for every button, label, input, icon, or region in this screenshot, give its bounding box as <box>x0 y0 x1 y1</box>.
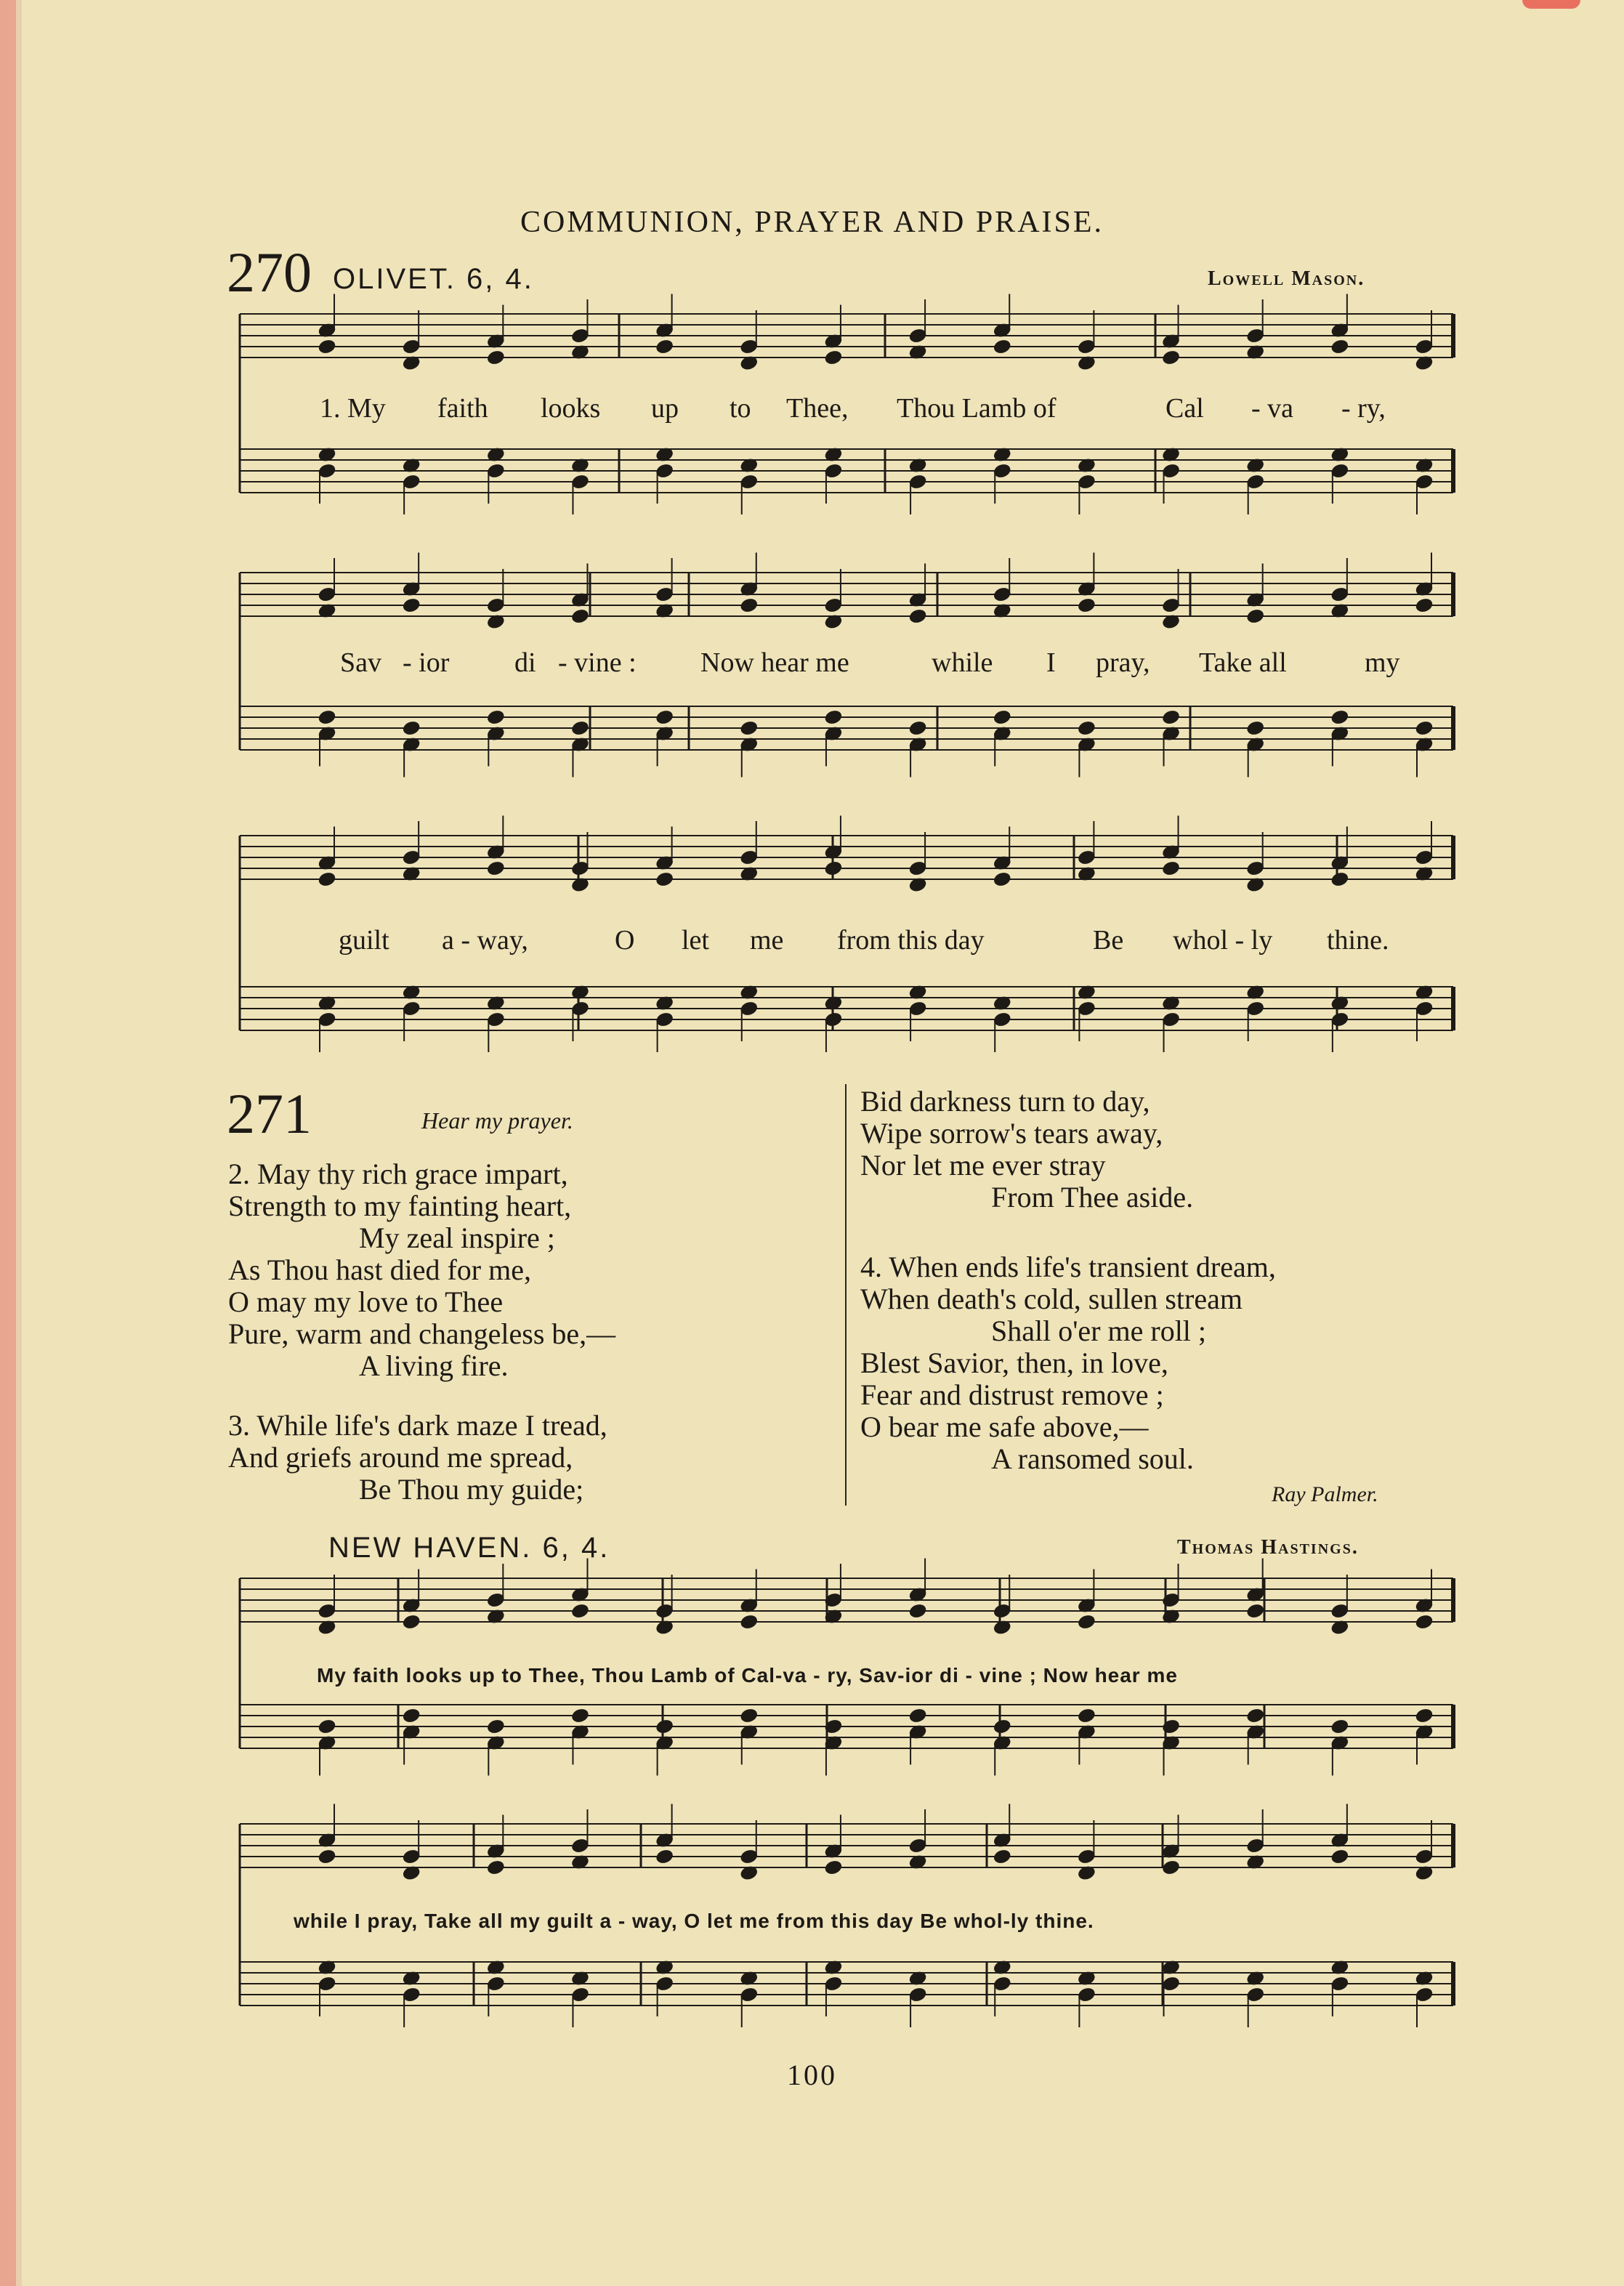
syllable: - ior <box>403 647 450 678</box>
syllable: thine. <box>1327 925 1389 956</box>
verse-line: 4. When ends life's transient dream, <box>860 1251 1276 1283</box>
verse-line: Wipe sorrow's tears away, <box>860 1117 1163 1150</box>
verse-line: Blest Savior, then, in love, <box>860 1346 1168 1379</box>
verse-line: When death's cold, sullen stream <box>860 1283 1243 1315</box>
hymn-number-270: 270 <box>227 241 312 304</box>
verse-line: And griefs around me spread, <box>228 1441 573 1474</box>
syllable: looks <box>541 393 601 424</box>
syllable: Be <box>1093 925 1124 956</box>
bass-note-head <box>1161 709 1180 726</box>
syllable: let <box>682 925 709 956</box>
syllable: from this day <box>837 925 985 956</box>
bass-note-head <box>1246 1708 1265 1724</box>
treble-note-head <box>486 860 505 877</box>
syllable: my <box>1365 647 1400 678</box>
verse-line: Shall o'er me roll ; <box>991 1314 1207 1347</box>
bass-note-head <box>570 1708 589 1724</box>
lyrics-new-haven-line-2: while I pray, Take all my guilt a - way, O let me from this day Be whol-ly thine. <box>294 1910 1094 1932</box>
bass-note-head <box>908 1708 927 1724</box>
treble-note-head <box>1415 1614 1434 1631</box>
verse-line: Nor let me ever stray <box>860 1149 1106 1182</box>
author-ray-palmer: Ray Palmer. <box>1272 1482 1378 1506</box>
treble-note-head <box>486 1859 505 1876</box>
bass-note-head <box>1330 709 1349 726</box>
treble-note-head <box>1077 597 1096 614</box>
treble-note-head <box>1246 1603 1265 1620</box>
treble-note-head <box>1161 860 1180 877</box>
treble-note-head <box>740 1614 759 1631</box>
treble-note-head <box>908 608 927 625</box>
bass-note-head <box>1415 720 1434 737</box>
treble-note-head <box>1415 597 1434 614</box>
hymn-271-subtitle: Hear my prayer. <box>421 1107 573 1134</box>
syllable: I <box>1046 647 1056 678</box>
tune-name-new-haven: NEW HAVEN. 6, 4. <box>328 1532 610 1564</box>
syllable: 1. My <box>320 393 386 424</box>
hymn-number-271: 271 <box>227 1082 312 1145</box>
syllable: - va <box>1251 393 1294 424</box>
verse-line: A living fire. <box>359 1349 509 1382</box>
verse-line: 2. May thy rich grace impart, <box>228 1158 568 1190</box>
verse-3 <box>228 1410 607 1506</box>
verse-line: Fear and distrust remove ; <box>860 1378 1164 1411</box>
bass-note-head <box>655 1718 674 1735</box>
treble-note-head <box>824 860 843 877</box>
verse-line: 3. While life's dark maze I tread, <box>228 1409 607 1442</box>
bass-note-head <box>1415 1708 1434 1724</box>
verse-4 <box>860 1251 1276 1475</box>
bass-note-head <box>318 1718 336 1735</box>
treble-note-head <box>1330 871 1349 888</box>
bass-note-head <box>993 1718 1011 1735</box>
syllable: di <box>514 647 536 678</box>
treble-note-head <box>655 871 674 888</box>
verse-3-continued <box>860 1086 1193 1213</box>
verse-2 <box>228 1158 615 1382</box>
bass-note-head <box>402 1708 421 1724</box>
bass-note-head <box>1077 1708 1096 1724</box>
syllable: while <box>932 647 993 678</box>
treble-note-head <box>824 1859 843 1876</box>
bass-note-head <box>1330 1718 1349 1735</box>
bass-note-head <box>486 709 505 726</box>
bass-note-head <box>824 709 843 726</box>
verse-line: O bear me safe above,— <box>860 1410 1149 1443</box>
composer-lowell-mason: Lowell Mason. <box>1208 267 1365 290</box>
treble-note-head <box>908 1603 927 1620</box>
syllable: to <box>730 393 751 424</box>
syllable: Thee, <box>786 393 849 424</box>
syllable: faith <box>437 393 488 424</box>
syllable: Cal <box>1166 393 1204 424</box>
treble-note-head <box>570 1603 589 1620</box>
bass-note-head <box>318 709 336 726</box>
bass-note-head <box>1161 1718 1180 1735</box>
treble-note-head <box>486 350 505 366</box>
bass-note-head <box>655 709 674 726</box>
verse-line: My zeal inspire ; <box>359 1221 555 1254</box>
treble-note-head <box>1246 608 1265 625</box>
treble-note-head <box>1330 339 1349 355</box>
syllable: up <box>651 393 679 424</box>
treble-note-head <box>740 597 759 614</box>
column-divider <box>845 1084 847 1506</box>
treble-note-head <box>318 339 336 355</box>
syllable: Thou Lamb of <box>897 393 1057 424</box>
bass-note-head <box>1246 720 1265 737</box>
verse-line: Strength to my fainting heart, <box>228 1190 572 1222</box>
bass-note-head <box>993 709 1011 726</box>
treble-note-head <box>1077 1614 1096 1631</box>
syllable: guilt <box>339 925 389 956</box>
treble-note-head <box>993 339 1011 355</box>
bass-note-head <box>908 720 927 737</box>
treble-note-head <box>655 1849 674 1865</box>
treble-note-head <box>1161 1859 1180 1876</box>
syllable: pray, <box>1096 647 1150 678</box>
syllable: me <box>750 925 784 956</box>
treble-note-head <box>318 1849 336 1865</box>
bass-note-head <box>740 1708 759 1724</box>
treble-note-head <box>318 871 336 888</box>
syllable: O <box>615 925 635 956</box>
syllable: - vine : <box>558 647 637 678</box>
bass-note-head <box>1077 720 1096 737</box>
verse-line: Pure, warm and changeless be,— <box>228 1317 616 1350</box>
treble-note-head <box>570 608 589 625</box>
treble-note-head <box>824 350 843 366</box>
treble-note-head <box>655 339 674 355</box>
treble-note-head <box>1330 1849 1349 1865</box>
lyrics-new-haven-line-1: My faith looks up to Thee, Thou Lamb of Cal-va - ry, Sav-ior di - vine ; Now hear me <box>317 1664 1178 1687</box>
syllable: Take all <box>1199 647 1287 678</box>
composer-thomas-hastings: Thomas Hastings. <box>1177 1536 1359 1559</box>
bass-note-head <box>402 720 421 737</box>
verse-line: As Thou hast died for me, <box>228 1253 531 1286</box>
bass-note-head <box>486 1718 505 1735</box>
bass-note-head <box>740 720 759 737</box>
page-number: 100 <box>787 2059 837 2091</box>
page-header: COMMUNION, PRAYER AND PRAISE. <box>520 206 1104 239</box>
verse-line: A ransomed soul. <box>991 1442 1194 1475</box>
bass-note-head <box>570 720 589 737</box>
verse-line: Be Thou my guide; <box>359 1473 584 1506</box>
syllable: Now hear me <box>700 647 849 678</box>
treble-note-head <box>402 597 421 614</box>
syllable: Sav <box>340 647 381 678</box>
syllable: a - way, <box>442 925 528 956</box>
treble-note-head <box>1161 350 1180 366</box>
syllable: - ry, <box>1341 393 1386 424</box>
verse-line: From Thee aside. <box>991 1181 1194 1213</box>
verse-line: O may my love to Thee <box>228 1285 504 1318</box>
treble-note-head <box>402 1614 421 1631</box>
tune-name-olivet: OLIVET. 6, 4. <box>333 263 534 295</box>
treble-note-head <box>993 1849 1011 1865</box>
verse-line: Bid darkness turn to day, <box>860 1085 1150 1118</box>
syllable: whol - ly <box>1173 925 1273 956</box>
treble-note-head <box>993 871 1011 888</box>
